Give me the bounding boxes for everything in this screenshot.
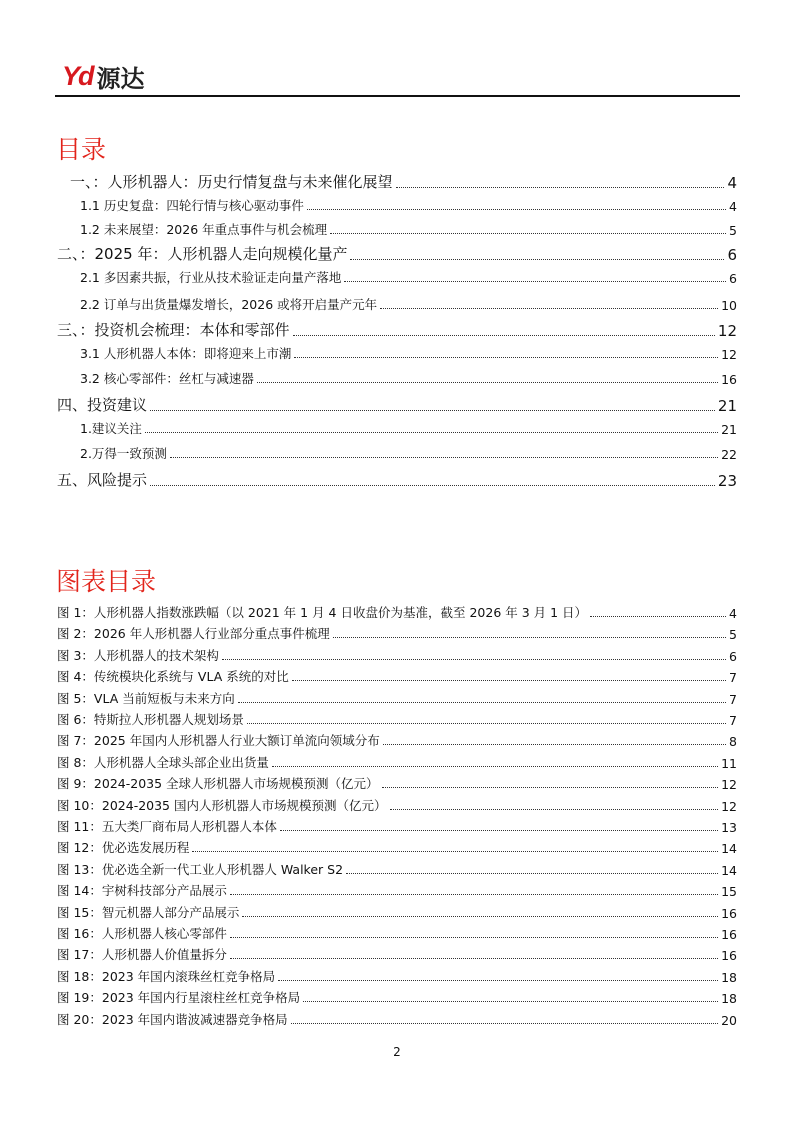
entry-page: 16 <box>721 927 737 942</box>
figure-entry[interactable] <box>57 860 737 878</box>
dot-leader <box>150 410 715 411</box>
dot-leader <box>292 680 726 681</box>
entry-label: 图 5：VLA 当前短板与未来方向 <box>57 690 235 706</box>
dot-leader <box>390 809 719 810</box>
toc-entry[interactable] <box>57 268 737 286</box>
entry-label: 五、风险提示 <box>57 471 148 489</box>
entry-label: 图 12：优必选发展历程 <box>57 840 190 856</box>
toc-entry[interactable] <box>57 394 737 415</box>
entry-page: 7 <box>729 691 737 707</box>
dot-leader <box>307 209 726 210</box>
figure-entry[interactable] <box>57 667 737 685</box>
entry-label: 3.2 核心零部件：丝杠与减速器 <box>80 371 254 386</box>
header-divider <box>55 95 740 97</box>
toc-entry[interactable] <box>57 344 737 362</box>
entry-page: 22 <box>721 447 737 462</box>
dot-leader <box>294 357 718 358</box>
entry-page: 5 <box>729 223 737 238</box>
toc-entry[interactable] <box>57 171 737 192</box>
dot-leader <box>242 916 718 917</box>
figure-entry[interactable] <box>57 924 737 942</box>
entry-label: 图 3：人形机器人的技术架构 <box>57 647 219 663</box>
figure-entry[interactable] <box>57 945 737 963</box>
dot-leader <box>293 335 715 336</box>
entry-page: 16 <box>721 948 737 964</box>
entry-label: 一、：人形机器人：历史行情复盘与未来催化展望 <box>70 173 393 191</box>
dot-leader <box>192 851 718 852</box>
figure-entry[interactable] <box>57 881 737 899</box>
dot-leader <box>222 659 726 660</box>
dot-leader <box>230 937 718 938</box>
toc-entry[interactable] <box>57 419 737 437</box>
entry-label: 2.1 多因素共振，行业从技术验证走向量产落地 <box>80 270 342 285</box>
entry-page: 12 <box>721 347 737 362</box>
dot-leader <box>145 432 718 433</box>
toc-entry[interactable] <box>57 469 737 490</box>
dot-leader <box>278 980 718 981</box>
dot-leader <box>150 485 715 486</box>
dot-leader <box>380 308 718 309</box>
entry-page: 7 <box>729 670 737 686</box>
dot-leader <box>344 281 726 282</box>
figure-entry[interactable] <box>57 988 737 1006</box>
entry-label: 图 11：五大类厂商布局人形机器人本体 <box>57 819 277 834</box>
dot-leader <box>382 787 719 788</box>
figure-entry[interactable] <box>57 710 737 728</box>
entry-label: 图 8：人形机器人全球头部企业出货量 <box>57 754 269 770</box>
toc-entry[interactable] <box>57 319 737 340</box>
entry-label: 图 6：特斯拉人形机器人规划场景 <box>57 712 244 727</box>
dot-leader <box>350 259 724 260</box>
dot-leader <box>170 457 718 458</box>
dot-leader <box>257 382 718 383</box>
entry-label: 图 20：2023 年国内谐波减速器竞争格局 <box>57 1011 288 1027</box>
entry-page: 5 <box>729 627 737 643</box>
logo-mark: Yd <box>62 60 93 91</box>
figure-entry[interactable] <box>57 624 737 642</box>
entry-label: 二、：2025 年：人形机器人走向规模化量产 <box>57 245 348 263</box>
dot-leader <box>280 830 718 831</box>
entry-page: 13 <box>721 820 737 835</box>
entry-label: 三、：投资机会梳理：本体和零部件 <box>57 321 290 339</box>
entry-label: 图 7：2025 年国内人形机器人行业大额订单流向领域分布 <box>57 733 380 749</box>
page-number: 2 <box>393 1045 401 1059</box>
entry-page: 6 <box>729 648 737 664</box>
entry-page: 12 <box>721 798 737 814</box>
entry-label: 图 1：人形机器人指数涨跌幅（以 2021 年 1 月 4 日收盘价为基准，截至 2026 年 3 月 1 日） <box>57 605 588 620</box>
entry-page: 7 <box>729 713 737 728</box>
entry-label: 图 17：人形机器人价值量拆分 <box>57 947 227 963</box>
entry-page: 16 <box>721 905 737 921</box>
toc-entry[interactable] <box>57 369 737 387</box>
figure-entry[interactable] <box>57 967 737 985</box>
entry-page: 6 <box>729 271 737 286</box>
entry-page: 4 <box>729 606 737 621</box>
dot-leader <box>333 637 726 638</box>
entry-label: 1.1 历史复盘：四轮行情与核心驱动事件 <box>80 198 304 213</box>
figure-entry[interactable] <box>57 903 737 921</box>
entry-page: 11 <box>721 755 737 771</box>
entry-label: 图 13：优必选全新一代工业人形机器人 Walker S2 <box>57 861 344 877</box>
entry-label: 1.建议关注 <box>80 421 142 436</box>
figure-entry[interactable] <box>57 838 737 856</box>
dot-leader <box>238 702 726 703</box>
entry-label: 图 2：2026 年人形机器人行业部分重点事件梳理 <box>57 626 330 642</box>
entry-page: 12 <box>721 777 737 793</box>
entry-page: 18 <box>721 969 737 985</box>
entry-page: 23 <box>717 472 737 490</box>
figure-entry[interactable] <box>57 817 737 835</box>
figure-entry[interactable] <box>57 1010 737 1028</box>
dot-leader <box>590 616 726 617</box>
figure-entry[interactable] <box>57 753 737 771</box>
entry-label: 2.万得一致预测 <box>80 446 167 461</box>
entry-page: 16 <box>721 372 737 387</box>
toc-entry[interactable] <box>57 196 737 214</box>
toc-entry[interactable] <box>57 243 737 264</box>
logo <box>62 60 145 93</box>
figure-entry[interactable] <box>57 731 737 749</box>
dot-leader <box>247 723 726 724</box>
dot-leader <box>330 233 726 234</box>
entry-page: 6 <box>727 246 737 264</box>
dot-leader <box>396 187 725 188</box>
toc-entry[interactable] <box>57 295 737 313</box>
figure-list-title: 图表目录 <box>56 567 157 596</box>
entry-label: 图 18：2023 年国内滚珠丝杠竞争格局 <box>57 968 276 984</box>
toc-entry[interactable] <box>57 220 737 238</box>
entry-label: 图 16：人形机器人核心零部件 <box>57 926 227 941</box>
figure-entry[interactable] <box>57 646 737 664</box>
entry-label: 2.2 订单与出货量爆发增长，2026 或将开启量产元年 <box>80 297 378 312</box>
logo-text: 源达 <box>96 64 145 93</box>
entry-label: 图 19：2023 年国内行星滚柱丝杠竞争格局 <box>57 990 301 1006</box>
figure-entry[interactable] <box>57 796 737 814</box>
entry-page: 8 <box>729 734 737 750</box>
entry-page: 4 <box>727 174 737 192</box>
figure-entry[interactable] <box>57 689 737 707</box>
entry-page: 15 <box>721 884 737 900</box>
toc-title: 目录 <box>56 135 107 164</box>
entry-page: 14 <box>721 862 737 878</box>
entry-page: 14 <box>721 841 737 857</box>
entry-label: 图 10：2024-2035 国内人形机器人市场规模预测（亿元） <box>57 797 387 813</box>
entry-label: 3.1 人形机器人本体：即将迎来上市潮 <box>80 346 292 361</box>
entry-label: 四、投资建议 <box>57 396 148 414</box>
entry-page: 12 <box>717 322 737 340</box>
entry-page: 10 <box>721 298 737 313</box>
entry-label: 图 4：传统模块化系统与 VLA 系统的对比 <box>57 669 289 685</box>
entry-label: 图 15：智元机器人部分产品展示 <box>57 904 240 920</box>
toc-entry[interactable] <box>57 444 737 462</box>
entry-page: 4 <box>729 199 737 214</box>
dot-leader <box>383 744 726 745</box>
dot-leader <box>303 1001 718 1002</box>
dot-leader <box>346 873 718 874</box>
dot-leader <box>230 894 718 895</box>
figure-entry[interactable] <box>57 603 737 621</box>
entry-label: 图 9：2024-2035 全球人形机器人市场规模预测（亿元） <box>57 776 379 792</box>
dot-leader <box>272 766 718 767</box>
entry-page: 20 <box>721 1012 737 1028</box>
dot-leader <box>230 958 718 959</box>
dot-leader <box>291 1023 718 1024</box>
entry-page: 18 <box>721 991 737 1007</box>
entry-label: 1.2 未来展望：2026 年重点事件与机会梳理 <box>80 222 328 237</box>
entry-page: 21 <box>717 397 737 415</box>
entry-label: 图 14：宇树科技部分产品展示 <box>57 883 227 899</box>
entry-page: 21 <box>721 422 737 437</box>
figure-entry[interactable] <box>57 774 737 792</box>
